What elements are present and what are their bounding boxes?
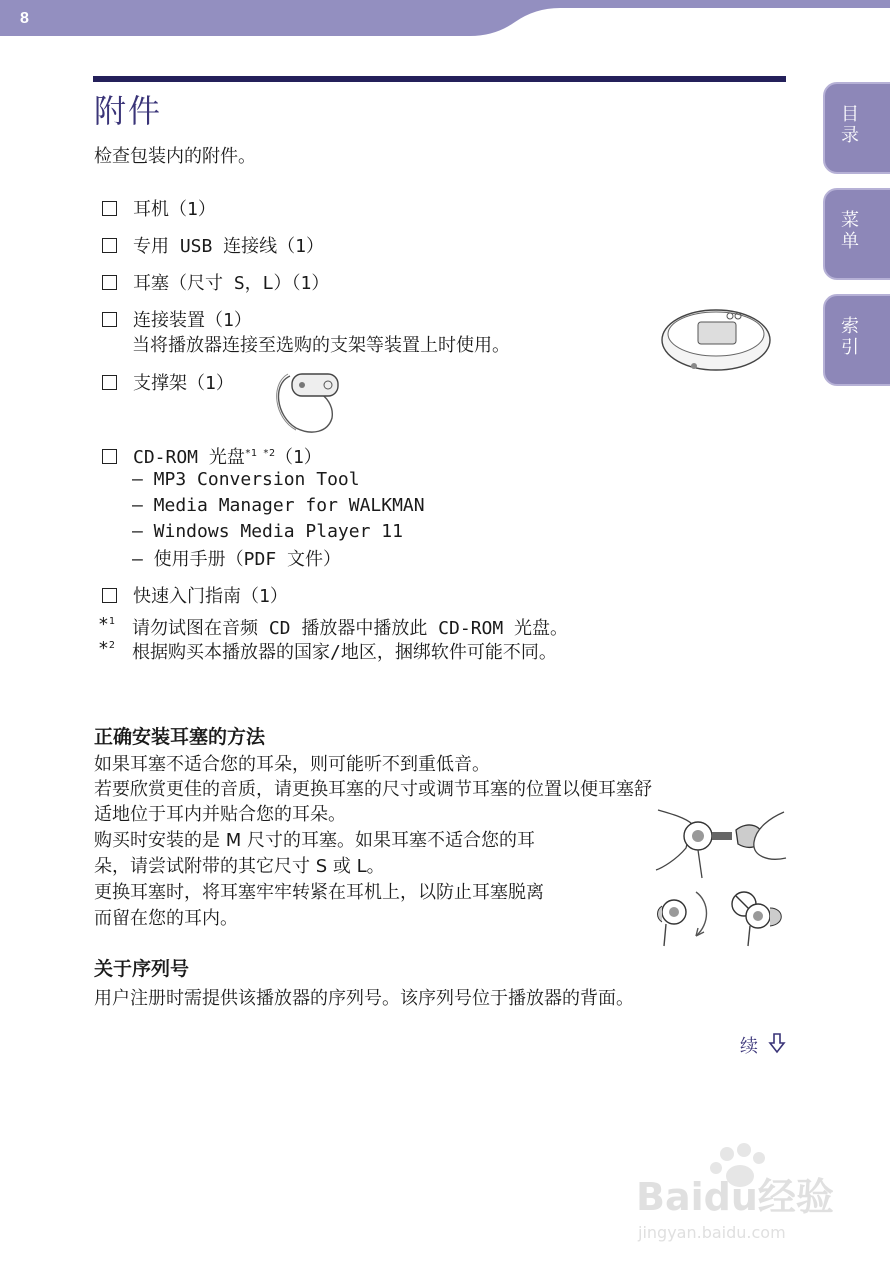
checkbox-icon bbox=[102, 588, 117, 603]
item-label: 专用 USB 连接线（1） bbox=[133, 236, 325, 257]
item-cdrom bbox=[102, 443, 322, 469]
baidu-watermark bbox=[632, 1140, 842, 1250]
footnote-num: 2 bbox=[108, 640, 115, 651]
cdrom-item-2: — Media Manager for WALKMAN bbox=[132, 495, 425, 516]
section-heading-earbuds: 正确安装耳塞的方法 bbox=[94, 726, 266, 748]
item-label: 支撑架（1） bbox=[133, 373, 234, 394]
footnote-mark: * bbox=[98, 638, 109, 659]
page-number: 8 bbox=[20, 10, 29, 27]
footnote-text: 根据购买本播放器的国家/地区，捆绑软件可能不同。 bbox=[132, 642, 557, 663]
checkbox-icon bbox=[102, 375, 117, 390]
item-qty: （1） bbox=[274, 447, 322, 468]
tab-menu[interactable] bbox=[823, 188, 890, 280]
svg-text:jingyan.baidu.com: jingyan.baidu.com bbox=[638, 1223, 786, 1242]
page-title: 附件 bbox=[94, 92, 163, 130]
footnote-2 bbox=[98, 638, 557, 663]
intro-text: 检查包装内的附件。 bbox=[94, 146, 256, 167]
tab-index-label: 索引 bbox=[838, 316, 859, 358]
title-rule bbox=[93, 76, 786, 82]
earbuds-line-5: 朵，请尝试附带的其它尺寸 S 或 L。 bbox=[94, 856, 385, 877]
item-connector bbox=[102, 306, 252, 332]
footnote-marks: *1 *2 bbox=[244, 448, 275, 459]
item-earbuds bbox=[102, 269, 329, 295]
item-connector-note: 当将播放器连接至选购的支架等装置上时使用。 bbox=[132, 335, 510, 356]
footnote-num: 1 bbox=[108, 616, 115, 627]
cdrom-item-1: — MP3 Conversion Tool bbox=[132, 469, 360, 490]
item-usb-cable bbox=[102, 232, 324, 258]
svg-text:Baidu经验: Baidu经验 bbox=[636, 1175, 834, 1219]
checkbox-icon bbox=[102, 449, 117, 464]
holder-illustration bbox=[268, 366, 342, 438]
tab-menu-label: 菜单 bbox=[838, 210, 859, 252]
header-band bbox=[0, 0, 890, 38]
tab-contents-label: 目录 bbox=[838, 104, 859, 146]
earbud-illustration bbox=[652, 808, 790, 948]
checkbox-icon bbox=[102, 238, 117, 253]
connector-illustration bbox=[660, 300, 772, 374]
checkbox-icon bbox=[102, 201, 117, 216]
earbuds-line-1: 如果耳塞不适合您的耳朵，则可能听不到重低音。 bbox=[94, 754, 490, 775]
tab-index[interactable] bbox=[823, 294, 890, 386]
header-band-shape bbox=[0, 0, 890, 38]
earbuds-line-2: 若要欣赏更佳的音质，请更换耳塞的尺寸或调节耳塞的位置以便耳塞舒 bbox=[94, 779, 652, 800]
item-headphones bbox=[102, 195, 216, 221]
earbuds-line-3: 适地位于耳内并贴合您的耳朵。 bbox=[94, 804, 346, 825]
footnote-text: 请勿试图在音频 CD 播放器中播放此 CD-ROM 光盘。 bbox=[132, 618, 569, 639]
checkbox-icon bbox=[102, 312, 117, 327]
cdrom-item-4: — 使用手册（PDF 文件） bbox=[132, 549, 342, 570]
section-heading-serial: 关于序列号 bbox=[94, 958, 190, 980]
paw-logo-icon bbox=[632, 1140, 842, 1250]
item-label: 耳机（1） bbox=[133, 199, 216, 220]
item-label: 连接装置（1） bbox=[133, 310, 252, 331]
item-label: 快速入门指南（1） bbox=[133, 586, 288, 607]
footnote-1 bbox=[98, 614, 569, 639]
item-holder bbox=[102, 369, 234, 395]
arrow-down-icon[interactable] bbox=[768, 1032, 786, 1054]
earbuds-line-4: 购买时安装的是 M 尺寸的耳塞。如果耳塞不适合您的耳 bbox=[94, 830, 535, 851]
footnote-mark: * bbox=[98, 614, 109, 635]
checkbox-icon bbox=[102, 275, 117, 290]
earbuds-line-7: 而留在您的耳内。 bbox=[94, 908, 238, 929]
serial-text: 用户注册时需提供该播放器的序列号。该序列号位于播放器的背面。 bbox=[94, 988, 634, 1009]
cdrom-item-3: — Windows Media Player 11 bbox=[132, 521, 403, 542]
item-quick-guide bbox=[102, 582, 288, 608]
earbuds-line-6: 更换耳塞时，将耳塞牢牢转紧在耳机上，以防止耳塞脱离 bbox=[94, 882, 544, 903]
continue-label[interactable]: 续 bbox=[740, 1036, 758, 1057]
item-label: 耳塞（尺寸 S，L）（1） bbox=[133, 273, 330, 294]
item-label: CD-ROM 光盘 bbox=[133, 447, 245, 468]
tab-contents[interactable] bbox=[823, 82, 890, 174]
